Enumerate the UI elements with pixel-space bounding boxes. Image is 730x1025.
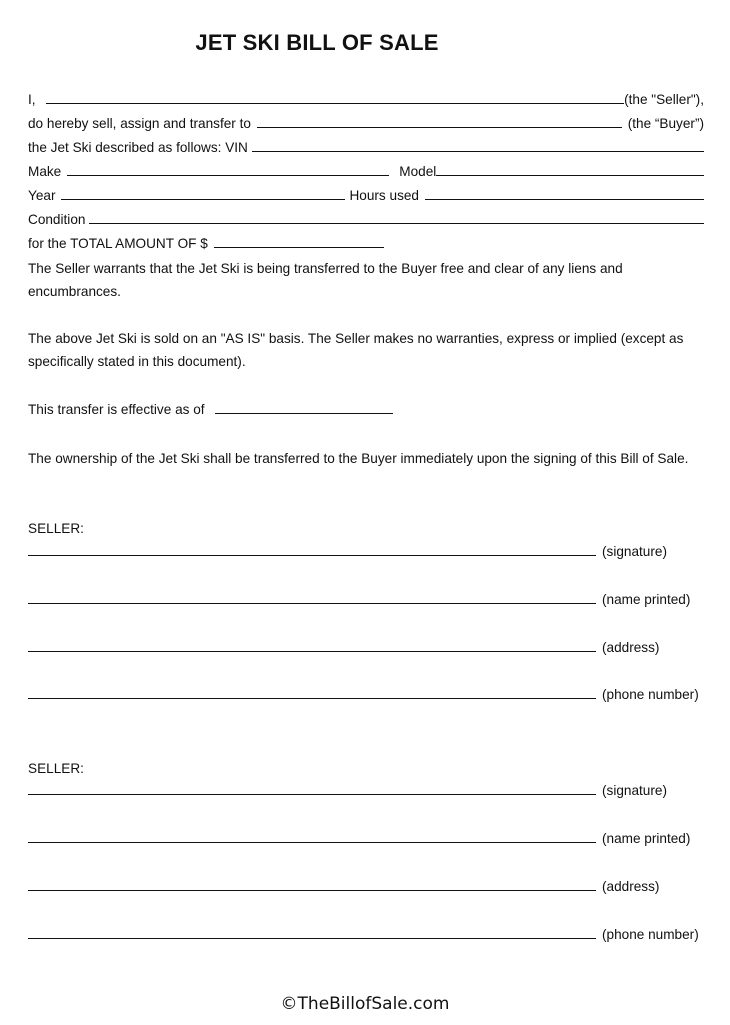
effective-date-label: This transfer is effective as of — [28, 402, 205, 417]
seller-2-signature-row — [28, 783, 723, 798]
seller-name-blank[interactable] — [46, 92, 625, 104]
year-blank[interactable] — [61, 188, 345, 200]
seller-2-phone-blank[interactable] — [28, 927, 596, 939]
hours-used-label: Hours used — [349, 188, 419, 203]
seller-line-suffix: (the "Seller"), — [624, 92, 704, 107]
seller-2-phone-row — [28, 927, 723, 942]
buyer-line-suffix: (the “Buyer”) — [627, 116, 704, 131]
seller-1-name-label: (name printed) — [602, 592, 691, 607]
as-is-paragraph: The above Jet Ski is sold on an "AS IS" basis. The Seller makes no warranties, express or implied (except as specifically stated in this document). — [28, 331, 684, 369]
seller-2-signature-label: (signature) — [602, 783, 667, 798]
seller-1-address-row — [28, 640, 723, 655]
seller-2-signature-blank[interactable] — [28, 783, 596, 795]
model-label: Model — [399, 164, 437, 179]
seller-2-name-blank[interactable] — [28, 831, 596, 843]
seller-1-phone-label: (phone number) — [602, 687, 699, 702]
make-blank[interactable] — [67, 164, 389, 176]
buyer-line-prefix: do hereby sell, assign and transfer to — [28, 116, 251, 131]
seller-1-signature-row — [28, 544, 723, 559]
year-label: Year — [28, 188, 56, 203]
vin-line — [28, 140, 704, 155]
make-model-line — [28, 164, 704, 179]
seller-2-address-label: (address) — [602, 879, 660, 894]
seller-heading-2: SELLER: — [28, 761, 84, 776]
seller-2-name-label: (name printed) — [602, 831, 691, 846]
ownership-paragraph: The ownership of the Jet Ski shall be transferred to the Buyer immediately upon the signing of this Bill of Sale. — [28, 451, 689, 466]
seller-line-prefix: I, — [28, 92, 36, 107]
seller-1-phone-blank[interactable] — [28, 687, 596, 699]
seller-1-name-blank[interactable] — [28, 592, 596, 604]
seller-1-signature-label: (signature) — [602, 544, 667, 559]
seller-line — [28, 92, 704, 107]
seller-2-address-row — [28, 879, 723, 894]
seller-1-phone-row — [28, 687, 723, 702]
effective-date-line — [28, 402, 704, 417]
seller-1-address-blank[interactable] — [28, 640, 596, 652]
vin-label: the Jet Ski described as follows: VIN — [28, 140, 248, 155]
make-label: Make — [28, 164, 62, 179]
total-amount-blank[interactable] — [214, 236, 384, 248]
seller-heading-1: SELLER: — [28, 521, 84, 536]
total-amount-line — [28, 236, 704, 251]
document-title: JET SKI BILL OF SALE — [195, 30, 439, 55]
seller-1-name-row — [28, 592, 723, 607]
year-hours-line — [28, 188, 704, 203]
condition-label: Condition — [28, 212, 86, 227]
effective-date-blank[interactable] — [215, 402, 393, 414]
condition-blank[interactable] — [89, 212, 704, 224]
total-amount-label: for the TOTAL AMOUNT OF $ — [28, 236, 208, 251]
buyer-line — [28, 116, 704, 131]
copyright-footer: ©TheBillofSale.com — [280, 994, 450, 1014]
seller-2-phone-label: (phone number) — [602, 927, 699, 942]
hours-used-blank[interactable] — [425, 188, 704, 200]
condition-line — [28, 212, 704, 227]
vin-blank[interactable] — [252, 140, 704, 152]
seller-1-signature-blank[interactable] — [28, 544, 596, 556]
seller-2-address-blank[interactable] — [28, 879, 596, 891]
seller-2-name-row — [28, 831, 723, 846]
seller-1-address-label: (address) — [602, 640, 660, 655]
model-blank[interactable] — [436, 164, 704, 176]
warranty-paragraph: The Seller warrants that the Jet Ski is being transferred to the Buyer free and clear of any liens and encumbrances. — [28, 261, 623, 299]
buyer-name-blank[interactable] — [257, 116, 622, 128]
